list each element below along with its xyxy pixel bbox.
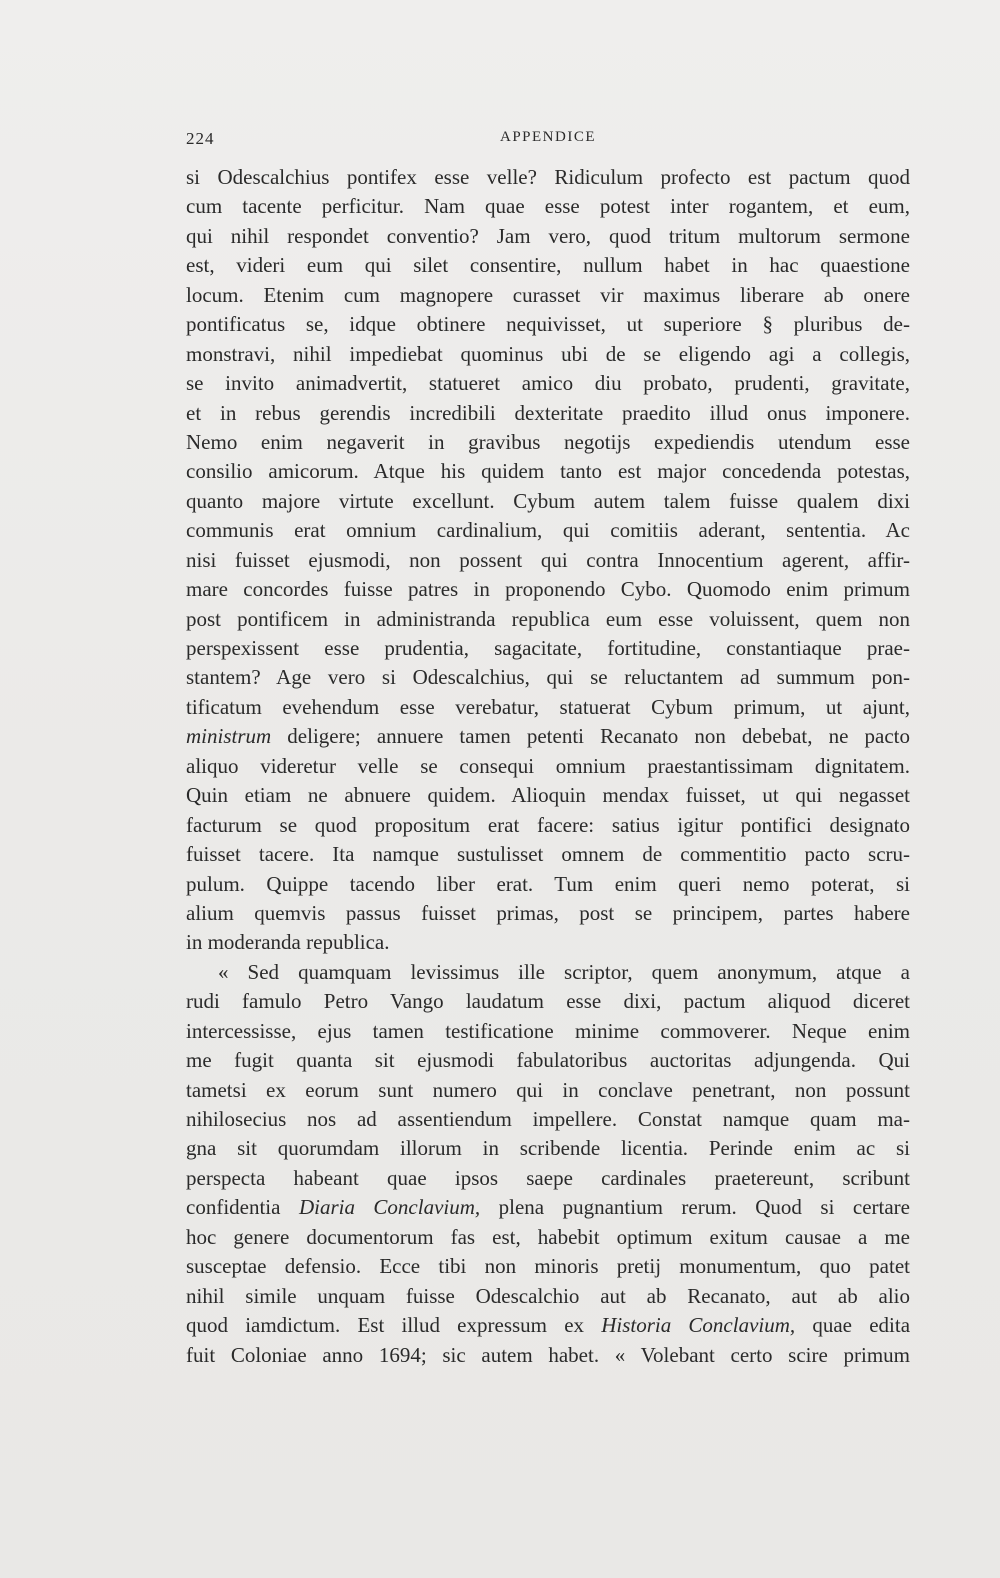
text-segment: fuit Coloniae anno 1694; sic autem habet. « Volebant certo scire primum xyxy=(186,1342,910,1367)
text-segment: perspecta habeant quae ipsos saepe cardinales praetereunt, scribunt xyxy=(186,1165,910,1190)
text-line xyxy=(186,457,910,486)
text-segment: consilio amicorum. Atque his quidem tanto est major concedenda potestas, xyxy=(186,459,910,484)
text-line xyxy=(186,428,910,457)
text-line xyxy=(186,281,910,310)
text-line xyxy=(186,192,910,221)
text-line xyxy=(186,987,910,1016)
text-line xyxy=(186,546,910,575)
text-line xyxy=(186,1252,910,1281)
text-segment: nihil simile unquam fuisse Odescalchio aut ab Recanato, aut ab alio xyxy=(186,1283,910,1308)
text-segment: in moderanda republica. xyxy=(186,930,390,955)
text-line xyxy=(186,222,910,251)
text-line xyxy=(186,369,910,398)
italic-title: ministrum xyxy=(186,724,272,749)
text-line xyxy=(186,340,910,369)
text-line xyxy=(186,722,910,751)
text-line xyxy=(186,1046,910,1075)
text-segment: monstravi, nihil impediebat quominus ubi de se eligendo agi a collegis, xyxy=(186,341,910,366)
text-segment: susceptae defensio. Ecce tibi non minoris pretij monumentum, quo patet xyxy=(186,1254,910,1279)
text-segment: plena pugnantium rerum. Quod si certare xyxy=(480,1195,910,1220)
text-segment: confidentia xyxy=(186,1195,299,1220)
text-line xyxy=(186,1076,910,1105)
page-number: 224 xyxy=(186,129,215,148)
text-segment: pulum. Quippe tacendo liber erat. Tum enim queri nemo poterat, si xyxy=(186,871,910,896)
text-segment: hoc genere documentorum fas est, habebit optimum exitum causae a me xyxy=(186,1224,910,1249)
text-segment: gna sit quorumdam illorum in scribende licentia. Perinde enim ac si xyxy=(186,1136,910,1161)
text-line xyxy=(186,1134,910,1163)
text-line xyxy=(186,163,910,192)
text-segment: qui nihil respondet conventio? Jam vero, quod tritum multorum sermone xyxy=(186,223,910,248)
text-segment: si Odescalchius pontifex esse velle? Ridiculum profecto est pactum quod xyxy=(186,165,910,189)
text-line xyxy=(186,634,910,663)
text-segment: me fugit quanta sit ejusmodi fabulatoribus auctoritas adjungenda. Qui xyxy=(186,1048,910,1073)
text-segment: tificatum evehendum esse verebatur, statuerat Cybum primum, ut ajunt, xyxy=(186,694,910,719)
body-text xyxy=(186,163,910,1370)
italic-title: Diaria Conclavium, xyxy=(298,1195,481,1220)
text-line xyxy=(186,1017,910,1046)
text-segment: aliquo videretur velle se consequi omnium praestantissimam dignitatem. xyxy=(186,753,910,778)
text-line xyxy=(186,1311,910,1340)
text-line xyxy=(186,1223,910,1252)
text-segment: fuisset tacere. Ita namque sustulisset omnem de commentitio pacto scru- xyxy=(186,842,910,867)
running-title: APPENDICE xyxy=(499,129,596,145)
text-segment: intercessisse, ejus tamen testificatione minime commoverer. Neque enim xyxy=(186,1018,910,1043)
running-head xyxy=(186,129,910,153)
text-segment: pontificatus se, idque obtinere nequivisset, ut superiore § pluribus de- xyxy=(186,312,910,337)
text-line xyxy=(186,928,910,957)
text-segment: deligere; annuere tamen petenti Recanato non debebat, ne pacto xyxy=(271,724,910,749)
text-line xyxy=(186,899,910,928)
text-segment: tametsi ex eorum sunt numero qui in conclave penetrant, non possunt xyxy=(186,1077,910,1102)
text-line xyxy=(186,663,910,692)
text-segment: perspexissent esse prudentia, sagacitate, fortitudine, constantiaque prae- xyxy=(186,636,910,660)
text-line xyxy=(186,811,910,840)
text-segment: locum. Etenim cum magnopere curasset vir maximus liberare ab onere xyxy=(186,282,910,307)
text-line xyxy=(186,1164,910,1193)
text-line xyxy=(186,310,910,339)
text-segment: nihilosecius nos ad assentiendum impellere. Constat namque quam ma- xyxy=(186,1107,910,1131)
text-line xyxy=(186,251,910,280)
text-line xyxy=(186,781,910,810)
text-segment: mare concordes fuisse patres in proponendo Cybo. Quomodo enim primum xyxy=(186,577,910,602)
text-line xyxy=(186,575,910,604)
text-segment: facturum se quod propositum erat facere: satius igitur pontifici designato xyxy=(186,812,910,837)
text-line xyxy=(186,870,910,899)
text-line xyxy=(186,1193,910,1222)
text-segment: stantem? Age vero si Odescalchius, qui se reluctantem ad summum pon- xyxy=(186,665,910,690)
text-line xyxy=(186,1341,910,1370)
text-segment: se invito animadvertit, statueret amico diu probato, prudenti, gravitate, xyxy=(186,371,910,396)
text-segment: Quin etiam ne abnuere quidem. Alioquin mendax fuisset, ut qui negasset xyxy=(186,783,910,808)
text-line xyxy=(186,840,910,869)
text-line xyxy=(186,1105,910,1134)
text-segment: post pontificem in administranda republica eum esse voluissent, quem non xyxy=(186,606,910,631)
text-segment: nisi fuisset ejusmodi, non possent qui contra Innocentium agerent, affir- xyxy=(186,547,910,572)
text-segment: alium quemvis passus fuisset primas, post se principem, partes habere xyxy=(186,900,910,925)
text-line xyxy=(186,958,910,987)
text-line xyxy=(186,399,910,428)
text-line xyxy=(186,605,910,634)
text-segment: quae edita xyxy=(795,1313,910,1338)
text-segment: Nemo enim negaverit in gravibus negotijs expediendis utendum esse xyxy=(186,429,910,454)
italic-title: Historia Conclavium, xyxy=(601,1313,796,1338)
text-segment: et in rebus gerendis incredibili dexteritate praedito illud onus imponere. xyxy=(186,400,910,425)
text-segment: « Sed quamquam levissimus ille scriptor, quem anonymum, atque a xyxy=(218,959,910,984)
text-segment: rudi famulo Petro Vango laudatum esse dixi, pactum aliquod diceret xyxy=(186,989,910,1014)
text-segment: cum tacente perficitur. Nam quae esse potest inter rogantem, et eum, xyxy=(186,194,910,219)
text-segment: communis erat omnium cardinalium, qui comitiis aderant, sententia. Ac xyxy=(186,518,910,543)
text-line xyxy=(186,1282,910,1311)
text-line xyxy=(186,516,910,545)
text-segment: quod iamdictum. Est illud expressum ex xyxy=(186,1313,602,1338)
text-line xyxy=(186,693,910,722)
text-segment: quanto majore virtute excellunt. Cybum autem talem fuisse qualem dixi xyxy=(186,488,910,513)
text-segment: est, videri eum qui silet consentire, nullum habet in hac quaestione xyxy=(186,253,910,278)
text-line xyxy=(186,752,910,781)
text-line xyxy=(186,487,910,516)
